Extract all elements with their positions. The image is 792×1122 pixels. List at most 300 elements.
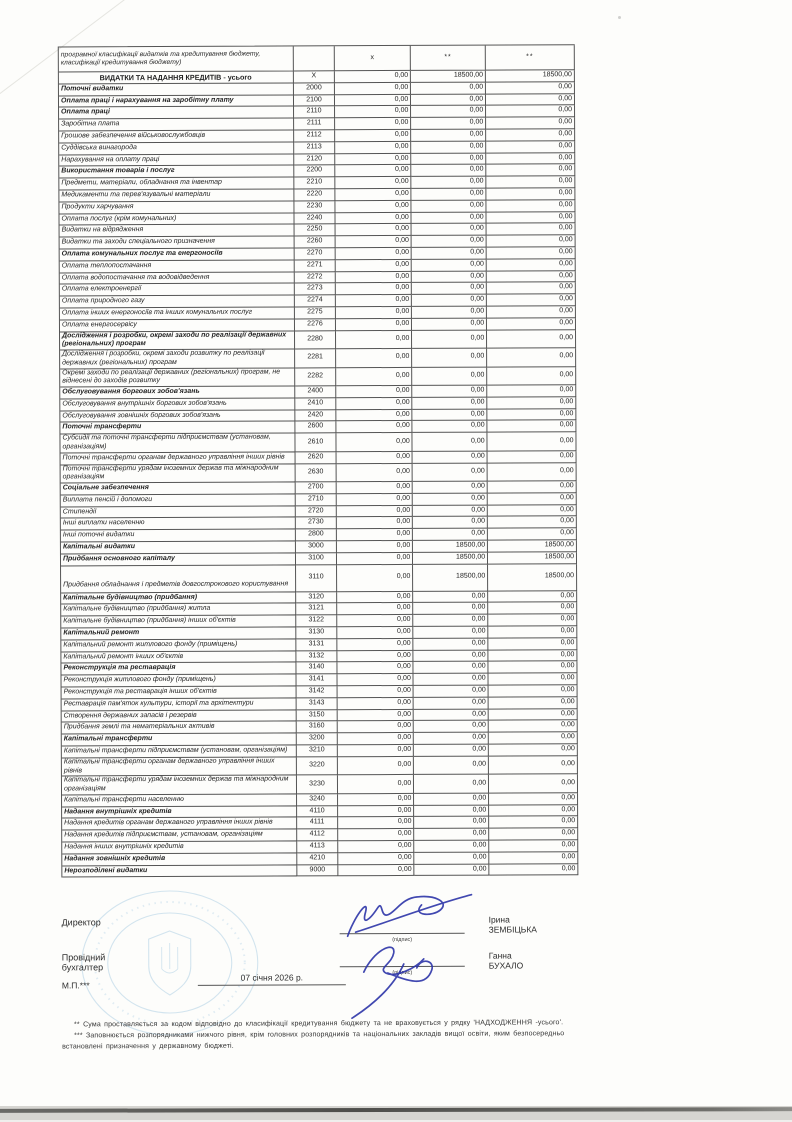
row-code: 2120 [294, 154, 336, 166]
row-label: Оплата послуг (крім комунальних) [59, 213, 294, 226]
table-row [62, 864, 578, 878]
row-code: 3200 [296, 733, 338, 745]
row-code: 2250 [294, 225, 336, 237]
row-code: 3210 [296, 745, 338, 757]
row-code: Х [293, 71, 335, 83]
row-code: 2111 [294, 118, 336, 130]
row-value: 0,00 [338, 794, 414, 806]
row-value: 0,00 [488, 493, 577, 505]
row-label: Предмети, матеріали, обладнання та інвентар [59, 178, 294, 191]
row-label: Продукти харчування [59, 201, 294, 214]
row-label: Оплата праці і нарахування на заробітну плату [59, 95, 294, 108]
row-value: 0,00 [413, 505, 488, 517]
row-value: 0,00 [414, 745, 489, 757]
stamp-label: М.П.*** [61, 980, 90, 991]
row-label: Оплата електроенергії [60, 284, 295, 297]
row-code: 4110 [297, 806, 339, 818]
row-value: 0,00 [487, 348, 576, 367]
row-value: 0,00 [338, 674, 414, 686]
row-label: Оплата енергосервісу [60, 319, 295, 332]
footnotes [62, 1017, 607, 1053]
row-value: 0,00 [489, 709, 578, 721]
row-label: Надання внутрішніх кредитів [62, 806, 297, 819]
row-label: Соціальне забезпечення [61, 482, 296, 495]
row-value: 0,00 [336, 118, 412, 130]
row-label: Капітальні трансферти [62, 734, 297, 747]
row-code: 4112 [297, 829, 339, 841]
director-name: Ірина ЗЕМБІЦЬКА [488, 914, 537, 935]
row-code: 2110 [294, 107, 336, 119]
row-label: Виплата пенсій і допомоги [61, 494, 296, 507]
row-value: 0,00 [413, 433, 488, 452]
row-code: 2280 [295, 331, 337, 350]
row-label: Оплата природного газу [60, 296, 295, 309]
row-value: 0,00 [412, 318, 487, 330]
row-code: 3132 [296, 651, 338, 663]
row-value: 0,00 [338, 709, 414, 721]
row-value: 0,00 [413, 529, 488, 541]
row-value: 0,00 [414, 721, 489, 733]
row-value: 0,00 [337, 398, 413, 410]
row-code: 2220 [294, 189, 336, 201]
row-label: Реконструкція та реставрація інших об'єктів [62, 686, 297, 699]
row-value: 0,00 [488, 603, 577, 615]
row-value: 0,00 [335, 71, 411, 83]
date-field: 07 січня 2026 р. [198, 972, 346, 986]
row-code: 3121 [296, 604, 338, 616]
table-row [60, 348, 576, 369]
row-value: 0,00 [489, 685, 578, 697]
row-value: 0,00 [338, 651, 414, 663]
row-code [293, 46, 335, 71]
row-value: 0,00 [488, 505, 577, 517]
row-code: 2000 [293, 83, 335, 95]
row-label: Суддівська винагорода [59, 142, 294, 155]
row-label: Створення державних запасів і резервів [62, 710, 297, 723]
row-label: Реконструкція та реставрація [61, 663, 296, 676]
row-value: 0,00 [337, 349, 413, 368]
row-value: 0,00 [338, 615, 414, 627]
row-label: Інші виплати населенню [61, 518, 296, 531]
row-value: 0,00 [489, 793, 578, 805]
signature-caption: (підпис) [392, 969, 413, 977]
row-value: 0,00 [487, 397, 576, 409]
row-value: 0,00 [489, 662, 578, 674]
row-label: Обслуговування боргових зобов'язань [60, 386, 295, 399]
row-value: 0,00 [489, 650, 578, 662]
row-value: 18500,00 [486, 70, 575, 82]
row-label: Обслуговування внутрішніх боргових зобов'язань [60, 398, 295, 411]
row-code: 2260 [294, 236, 336, 248]
row-label: Стипендії [61, 506, 296, 519]
row-value: 0,00 [336, 165, 412, 177]
row-value: 0,00 [487, 247, 576, 259]
row-label: Капітальні трансферти органам державного управління інших рівнів [62, 757, 297, 777]
row-value: 0,00 [413, 493, 488, 505]
row-value: 0,00 [414, 733, 489, 745]
row-code: 2710 [295, 494, 337, 506]
row-value: 0,00 [336, 177, 412, 189]
row-code: 3220 [296, 757, 338, 776]
row-value: 0,00 [414, 674, 489, 686]
row-value: 0,00 [412, 236, 487, 248]
row-value: 0,00 [411, 141, 486, 153]
row-value: 0,00 [337, 565, 413, 592]
row-code: 4113 [297, 841, 339, 853]
row-value: 0,00 [487, 224, 576, 236]
row-value: 0,00 [486, 82, 575, 94]
row-value: 0,00 [412, 271, 487, 283]
row-code: 2272 [294, 272, 336, 284]
row-value: 0,00 [415, 841, 490, 853]
row-label: Оплата інших енергоносіїв та інших комунальних послуг [60, 307, 295, 320]
row-value: 0,00 [414, 662, 489, 674]
row-value: 0,00 [412, 165, 487, 177]
row-value: 0,00 [338, 662, 414, 674]
row-value: 0,00 [413, 386, 488, 398]
row-label: Оплата водопостачання та водовідведення [60, 272, 295, 285]
row-label: Видатки та заходи спеціального призначення [60, 237, 295, 250]
row-value: 0,00 [413, 397, 488, 409]
row-value: 0,00 [412, 248, 487, 260]
row-label: Інші поточні видатки [61, 530, 296, 543]
row-value: 0,00 [414, 775, 489, 794]
row-value: 0,00 [488, 614, 577, 626]
row-value: 0,00 [337, 433, 413, 452]
row-value: 0,00 [336, 142, 412, 154]
row-value: 0,00 [487, 188, 576, 200]
row-label: Видатки на відрядження [60, 225, 295, 238]
row-value: 0,00 [489, 805, 578, 817]
row-value: 0,00 [488, 463, 577, 482]
row-label: Реконструкція житлового фонду (приміщень) [62, 675, 297, 688]
row-code: 2620 [295, 452, 337, 464]
row-label: Оплата комунальних послуг та енергоносіїв [60, 248, 295, 261]
row-value: 0,00 [338, 698, 414, 710]
row-value: 0,00 [487, 200, 576, 212]
row-value: 0,00 [337, 494, 413, 506]
row-value: ** [411, 46, 486, 71]
row-value: 0,00 [413, 463, 488, 482]
row-value: 0,00 [489, 864, 578, 876]
row-code: 2273 [294, 284, 336, 296]
row-value: 0,00 [488, 626, 577, 638]
row-value: 0,00 [412, 307, 487, 319]
row-label: Медикаменти та перев'язувальні матеріали [59, 189, 294, 202]
row-code: 9000 [297, 865, 339, 877]
signature-caption: (підпис) [392, 936, 413, 944]
row-value: х [335, 46, 411, 71]
row-value: 0,00 [336, 307, 412, 319]
row-code: 2420 [295, 410, 337, 422]
row-value: 0,00 [413, 482, 488, 494]
row-code: 3150 [296, 710, 338, 722]
row-label: Капітальний ремонт житлового фонду (приміщень) [61, 639, 296, 652]
director-label: Директор [61, 917, 101, 928]
row-value: 0,00 [413, 517, 488, 529]
row-value: 18500,00 [413, 541, 488, 553]
row-label: Капітальне будівництво (придбання) житла [61, 604, 296, 617]
row-value: 0,00 [489, 774, 578, 793]
row-value: 0,00 [412, 283, 487, 295]
row-label: Оплата праці [59, 107, 294, 120]
table-row [61, 463, 577, 484]
row-label: Капітальні трансферти населенню [62, 794, 297, 807]
row-value: 0,00 [337, 367, 413, 386]
row-value: 0,00 [488, 451, 577, 463]
row-value: 0,00 [339, 841, 415, 853]
row-value: 0,00 [489, 756, 578, 775]
row-label: Реставрація пам'яток культури, історії та архітектури [62, 698, 297, 711]
table-row [60, 367, 576, 388]
row-value: 18500,00 [413, 564, 488, 591]
row-code: 3240 [297, 794, 339, 806]
table-row [62, 756, 578, 777]
row-label: Надання кредитів підприємствам, установам, організаціям [62, 830, 297, 843]
accountant-name: Ганна БУХАЛО [488, 950, 524, 971]
row-value: 0,00 [414, 756, 489, 775]
row-code: 3141 [296, 674, 338, 686]
row-code: 2112 [294, 130, 336, 142]
row-value: 0,00 [337, 386, 413, 398]
row-value: 0,00 [486, 141, 575, 153]
row-code: 2630 [295, 464, 337, 483]
row-value: 0,00 [411, 94, 486, 106]
row-label: Придбання основного капіталу [61, 553, 296, 566]
row-value: 0,00 [338, 603, 414, 615]
row-label: Субсидії та поточні трансферти підприємствам (установам, організаціям) [60, 434, 295, 454]
row-code: 2410 [295, 398, 337, 410]
row-value: 0,00 [338, 733, 414, 745]
row-value: 0,00 [336, 319, 412, 331]
row-label: Капітальне будівництво (придбання) інших об'єктів [61, 616, 296, 629]
row-label: Капітальний ремонт [61, 627, 296, 640]
row-value: 0,00 [412, 367, 487, 386]
row-value: 0,00 [337, 553, 413, 565]
row-value: 0,00 [488, 421, 577, 433]
row-value: 0,00 [486, 94, 575, 106]
row-value: 0,00 [337, 517, 413, 529]
row-code: 2100 [294, 95, 336, 107]
row-value: 0,00 [413, 591, 488, 603]
row-code: 3230 [296, 776, 338, 795]
row-label: Капітальні трансферти підприємствам (установам, організаціям) [62, 745, 297, 758]
row-value: 0,00 [489, 638, 578, 650]
row-code: 2400 [295, 386, 337, 398]
row-code: 2276 [294, 319, 336, 331]
row-value: 0,00 [412, 153, 487, 165]
row-value: ** [486, 45, 575, 70]
row-value: 0,00 [487, 367, 576, 386]
row-value: 0,00 [414, 650, 489, 662]
row-value: 0,00 [411, 106, 486, 118]
row-value: 0,00 [339, 829, 415, 841]
row-value: 0,00 [413, 409, 488, 421]
row-value: 0,00 [486, 153, 575, 165]
row-code: 4111 [297, 818, 339, 830]
row-value: 0,00 [338, 757, 414, 776]
row-value: 0,00 [415, 864, 490, 876]
row-code: 2282 [295, 368, 337, 387]
row-value: 0,00 [489, 744, 578, 756]
row-value: 0,00 [488, 528, 577, 540]
row-label: Обслуговування зовнішніх боргових зобов'язань [60, 410, 295, 423]
row-value: 0,00 [487, 318, 576, 330]
row-value: 0,00 [336, 154, 412, 166]
row-value: 0,00 [412, 224, 487, 236]
row-value: 0,00 [489, 721, 578, 733]
row-value: 0,00 [414, 805, 489, 817]
row-label: Капітальне будівництво (придбання) [61, 592, 296, 605]
row-value: 0,00 [338, 686, 414, 698]
row-value: 0,00 [337, 452, 413, 464]
row-value: 0,00 [336, 295, 412, 307]
row-value: 0,00 [486, 129, 575, 141]
row-value: 0,00 [337, 529, 413, 541]
row-value: 0,00 [414, 829, 489, 841]
row-value: 0,00 [337, 506, 413, 518]
row-code: 2700 [295, 482, 337, 494]
row-label: Придбання обладнання і предметів довгострокового користування [61, 565, 296, 593]
row-value: 18500,00 [488, 540, 577, 552]
row-value: 0,00 [411, 130, 486, 142]
row-value: 0,00 [489, 732, 578, 744]
row-value: 0,00 [339, 817, 415, 829]
row-label: Капітальні видатки [61, 541, 296, 554]
row-value: 0,00 [487, 330, 576, 349]
row-value: 0,00 [489, 828, 578, 840]
row-value: 0,00 [412, 330, 487, 349]
row-value: 0,00 [413, 451, 488, 463]
row-code: 2610 [295, 433, 337, 452]
row-value: 0,00 [488, 517, 577, 529]
row-code: 3160 [296, 722, 338, 734]
row-value: 0,00 [489, 817, 578, 829]
row-value: 0,00 [336, 189, 412, 201]
row-value: 0,00 [412, 259, 487, 271]
row-label: ВИДАТКИ ТА НАДАННЯ КРЕДИТІВ - усього [59, 71, 294, 84]
row-code: 3000 [295, 541, 337, 553]
row-label: Надання зовнішніх кредитів [62, 853, 297, 866]
row-value: 0,00 [337, 421, 413, 433]
row-label: Дослідження і розробки, окремі заходи по реалізації державних (регіональних) програм [60, 331, 295, 351]
row-value: 0,00 [335, 83, 411, 95]
row-value: 0,00 [339, 853, 415, 865]
row-value: 18500,00 [488, 552, 577, 564]
row-value: 0,00 [486, 106, 575, 118]
row-label: Грошове забезпечення військовослужбовців [59, 130, 294, 143]
row-code: 2200 [294, 166, 336, 178]
row-label: Нарахування на оплату праці [59, 154, 294, 167]
row-value: 0,00 [336, 236, 412, 248]
row-code: 3120 [296, 592, 338, 604]
row-value: 0,00 [337, 482, 413, 494]
row-value: 0,00 [489, 697, 578, 709]
table-row [62, 774, 578, 795]
row-code: 3122 [296, 615, 338, 627]
row-value: 0,00 [414, 686, 489, 698]
row-code: 3143 [296, 698, 338, 710]
row-value: 0,00 [412, 212, 487, 224]
row-value: 0,00 [414, 627, 489, 639]
row-code: 2210 [294, 177, 336, 189]
row-value: 0,00 [336, 271, 412, 283]
row-value: 0,00 [339, 805, 415, 817]
row-label: Поточні трансферти урядам іноземних держав та міжнародним організаціям [61, 464, 296, 484]
row-label: Поточні трансферти органам державного управління інших рівнів [61, 452, 296, 465]
table-row [60, 432, 576, 453]
row-value: 18500,00 [411, 71, 486, 83]
row-value: 0,00 [487, 283, 576, 295]
row-value: 0,00 [489, 852, 578, 864]
row-value: 0,00 [412, 200, 487, 212]
accountant-label: Провідний бухгалтер [61, 952, 106, 973]
row-value: 0,00 [487, 259, 576, 271]
row-value: 0,00 [487, 235, 576, 247]
row-value: 0,00 [414, 793, 489, 805]
row-value: 0,00 [487, 294, 576, 306]
row-value: 18500,00 [488, 564, 577, 591]
row-value: 0,00 [338, 721, 414, 733]
row-value: 0,00 [336, 212, 412, 224]
row-value: 0,00 [338, 639, 414, 651]
budget-table [58, 44, 579, 878]
row-code: 2240 [294, 213, 336, 225]
row-code: 3131 [296, 639, 338, 651]
row-code: 3140 [296, 663, 338, 675]
row-label: Дослідження і розробки, окремі заходи розвитку по реалізації державних (регіональних) програм [60, 349, 295, 369]
row-label: Нерозподілені видатки [62, 865, 297, 878]
row-value: 0,00 [336, 260, 412, 272]
row-value: 0,00 [487, 385, 576, 397]
row-code: 3110 [296, 565, 338, 592]
row-label: Використання товарів і послуг [59, 166, 294, 179]
row-value: 0,00 [487, 271, 576, 283]
row-code: 2720 [295, 506, 337, 518]
row-label: Заробітна плата [59, 119, 294, 132]
row-value: 0,00 [336, 224, 412, 236]
footnote: *** Заповнюється розпорядниками нижчого рівня, крім головних розпорядників та національних закладів вищої освіти, яким безпосередньо встановлені призначення у державному бюджеті. [62, 1030, 565, 1051]
row-value: 0,00 [488, 591, 577, 603]
row-value: 0,00 [339, 864, 415, 876]
row-value: 0,00 [487, 306, 576, 318]
row-value: 0,00 [489, 840, 578, 852]
row-value: 0,00 [488, 432, 577, 451]
row-value: 0,00 [336, 330, 412, 349]
row-label: Капітальні трансферти урядам іноземних держав та міжнародним організаціям [62, 776, 297, 796]
row-value: 0,00 [338, 745, 414, 757]
row-label: Поточні трансферти [60, 422, 295, 435]
table-row [60, 330, 576, 351]
row-value: 0,00 [337, 541, 413, 553]
row-value: 0,00 [411, 82, 486, 94]
row-value: 0,00 [337, 463, 413, 482]
row-label: програмної класифікації видатків та кредитування бюджету, класифікації кредитування бюджету) [59, 46, 294, 72]
row-code: 3130 [296, 627, 338, 639]
row-label: Окремі заходи по реалізації державних (регіональних) програм, не віднесені до заходів розвитку [60, 368, 295, 388]
row-value: 0,00 [336, 130, 412, 142]
accountant-signature-ink [332, 930, 472, 1023]
row-label: Капітальний ремонт інших об'єктів [61, 651, 296, 664]
row-value: 0,00 [414, 638, 489, 650]
row-value: 0,00 [412, 295, 487, 307]
row-code: 2800 [295, 529, 337, 541]
row-code: 3142 [296, 686, 338, 698]
row-value: 0,00 [412, 177, 487, 189]
row-value: 0,00 [336, 248, 412, 260]
row-value: 0,00 [415, 852, 490, 864]
row-code: 2230 [294, 201, 336, 213]
